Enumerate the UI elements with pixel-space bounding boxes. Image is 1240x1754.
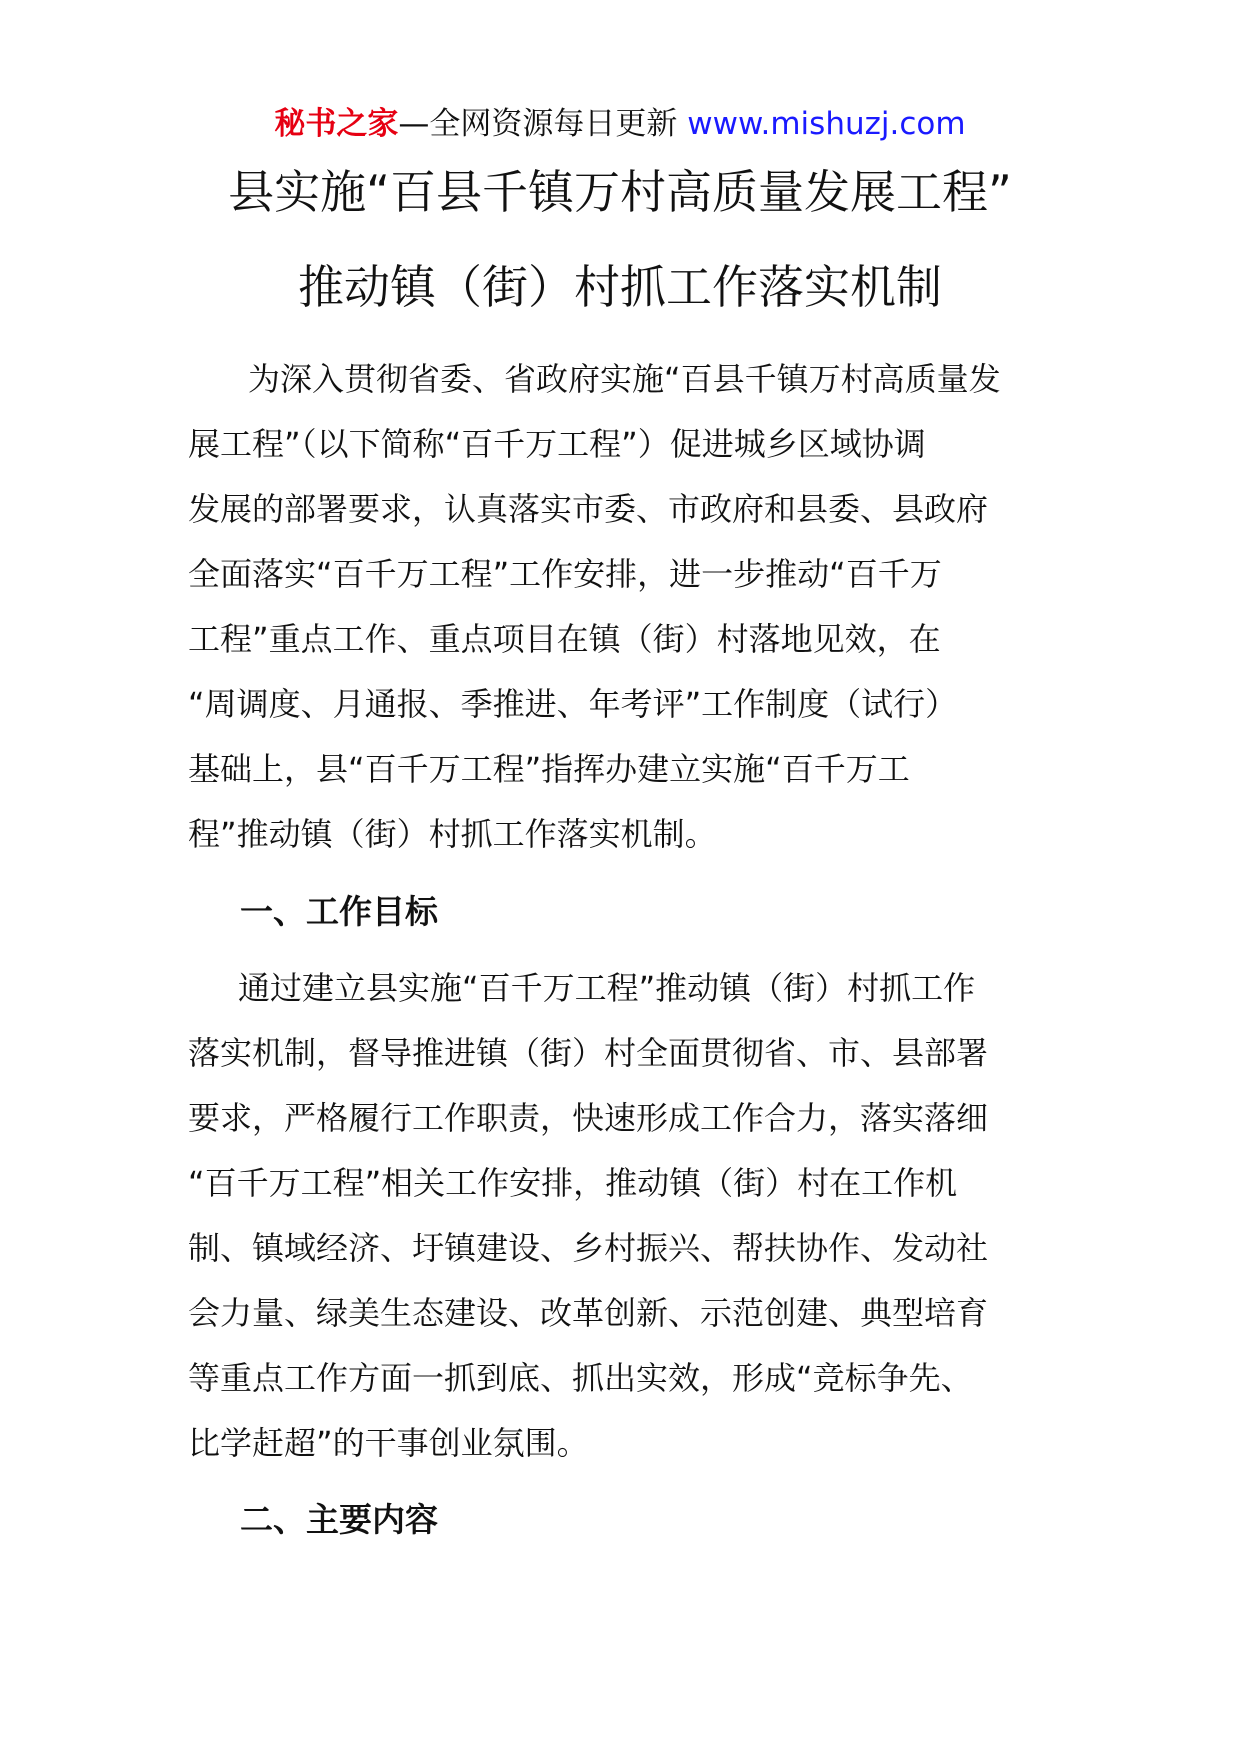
section-heading-goals: 一、工作目标 (240, 892, 438, 931)
paragraph-line: 展工程”（以下简称“百千万工程”）促进城乡区域协调 (188, 425, 926, 463)
intro-paragraph (188, 347, 1068, 867)
paragraph-line: 工程”重点工作、重点项目在镇（街）村落地见效，在 (188, 620, 941, 658)
paragraph-line: 比学赶超”的干事创业氛围。 (188, 1424, 589, 1462)
paragraph-line: 发展的部署要求，认真落实市委、市政府和县委、县政府 (188, 490, 989, 528)
paragraph-line: 基础上，县“百千万工程”指挥办建立实施“百千万工 (188, 750, 910, 788)
paragraph-line: 要求，严格履行工作职责，快速形成工作合力，落实落细 (188, 1099, 989, 1137)
paragraph-line: 为深入贯彻省委、省政府实施“百县千镇万村高质量发 (248, 360, 1001, 398)
paragraph-line: 程”推动镇（街）村抓工作落实机制。 (188, 815, 717, 853)
section-heading-content: 二、主要内容 (240, 1500, 438, 1539)
site-banner (0, 100, 1240, 148)
paragraph-line: 全面落实“百千万工程”工作安排，进一步推动“百千万 (188, 555, 942, 593)
paragraph-line: 通过建立县实施“百千万工程”推动镇（街）村抓工作 (238, 969, 976, 1007)
paragraph-line: 落实机制，督导推进镇（街）村全面贯彻省、市、县部署 (188, 1034, 989, 1072)
paragraph-line: 制、镇域经济、圩镇建设、乡村振兴、帮扶协作、发动社 (188, 1229, 989, 1267)
site-brand: 秘书之家 (274, 106, 399, 142)
document-title-line-1: 县实施“百县千镇万村高质量发展工程” (228, 165, 1012, 219)
site-url-link[interactable]: www.mishuzj.com (687, 106, 966, 142)
paragraph-line: “周调度、月通报、季推进、年考评”工作制度（试行） (188, 685, 958, 723)
site-slogan: —全网资源每日更新 (398, 106, 688, 142)
paragraph-line: 等重点工作方面一抓到底、抓出实效，形成“竞标争先、 (188, 1359, 973, 1397)
document-title-line-2: 推动镇（街）村抓工作落实机制 (298, 260, 942, 314)
paragraph-line: 会力量、绿美生态建设、改革创新、示范创建、典型培育 (188, 1294, 989, 1332)
paragraph-line: “百千万工程”相关工作安排，推动镇（街）村在工作机 (188, 1164, 958, 1202)
goals-paragraph (188, 956, 1068, 1476)
